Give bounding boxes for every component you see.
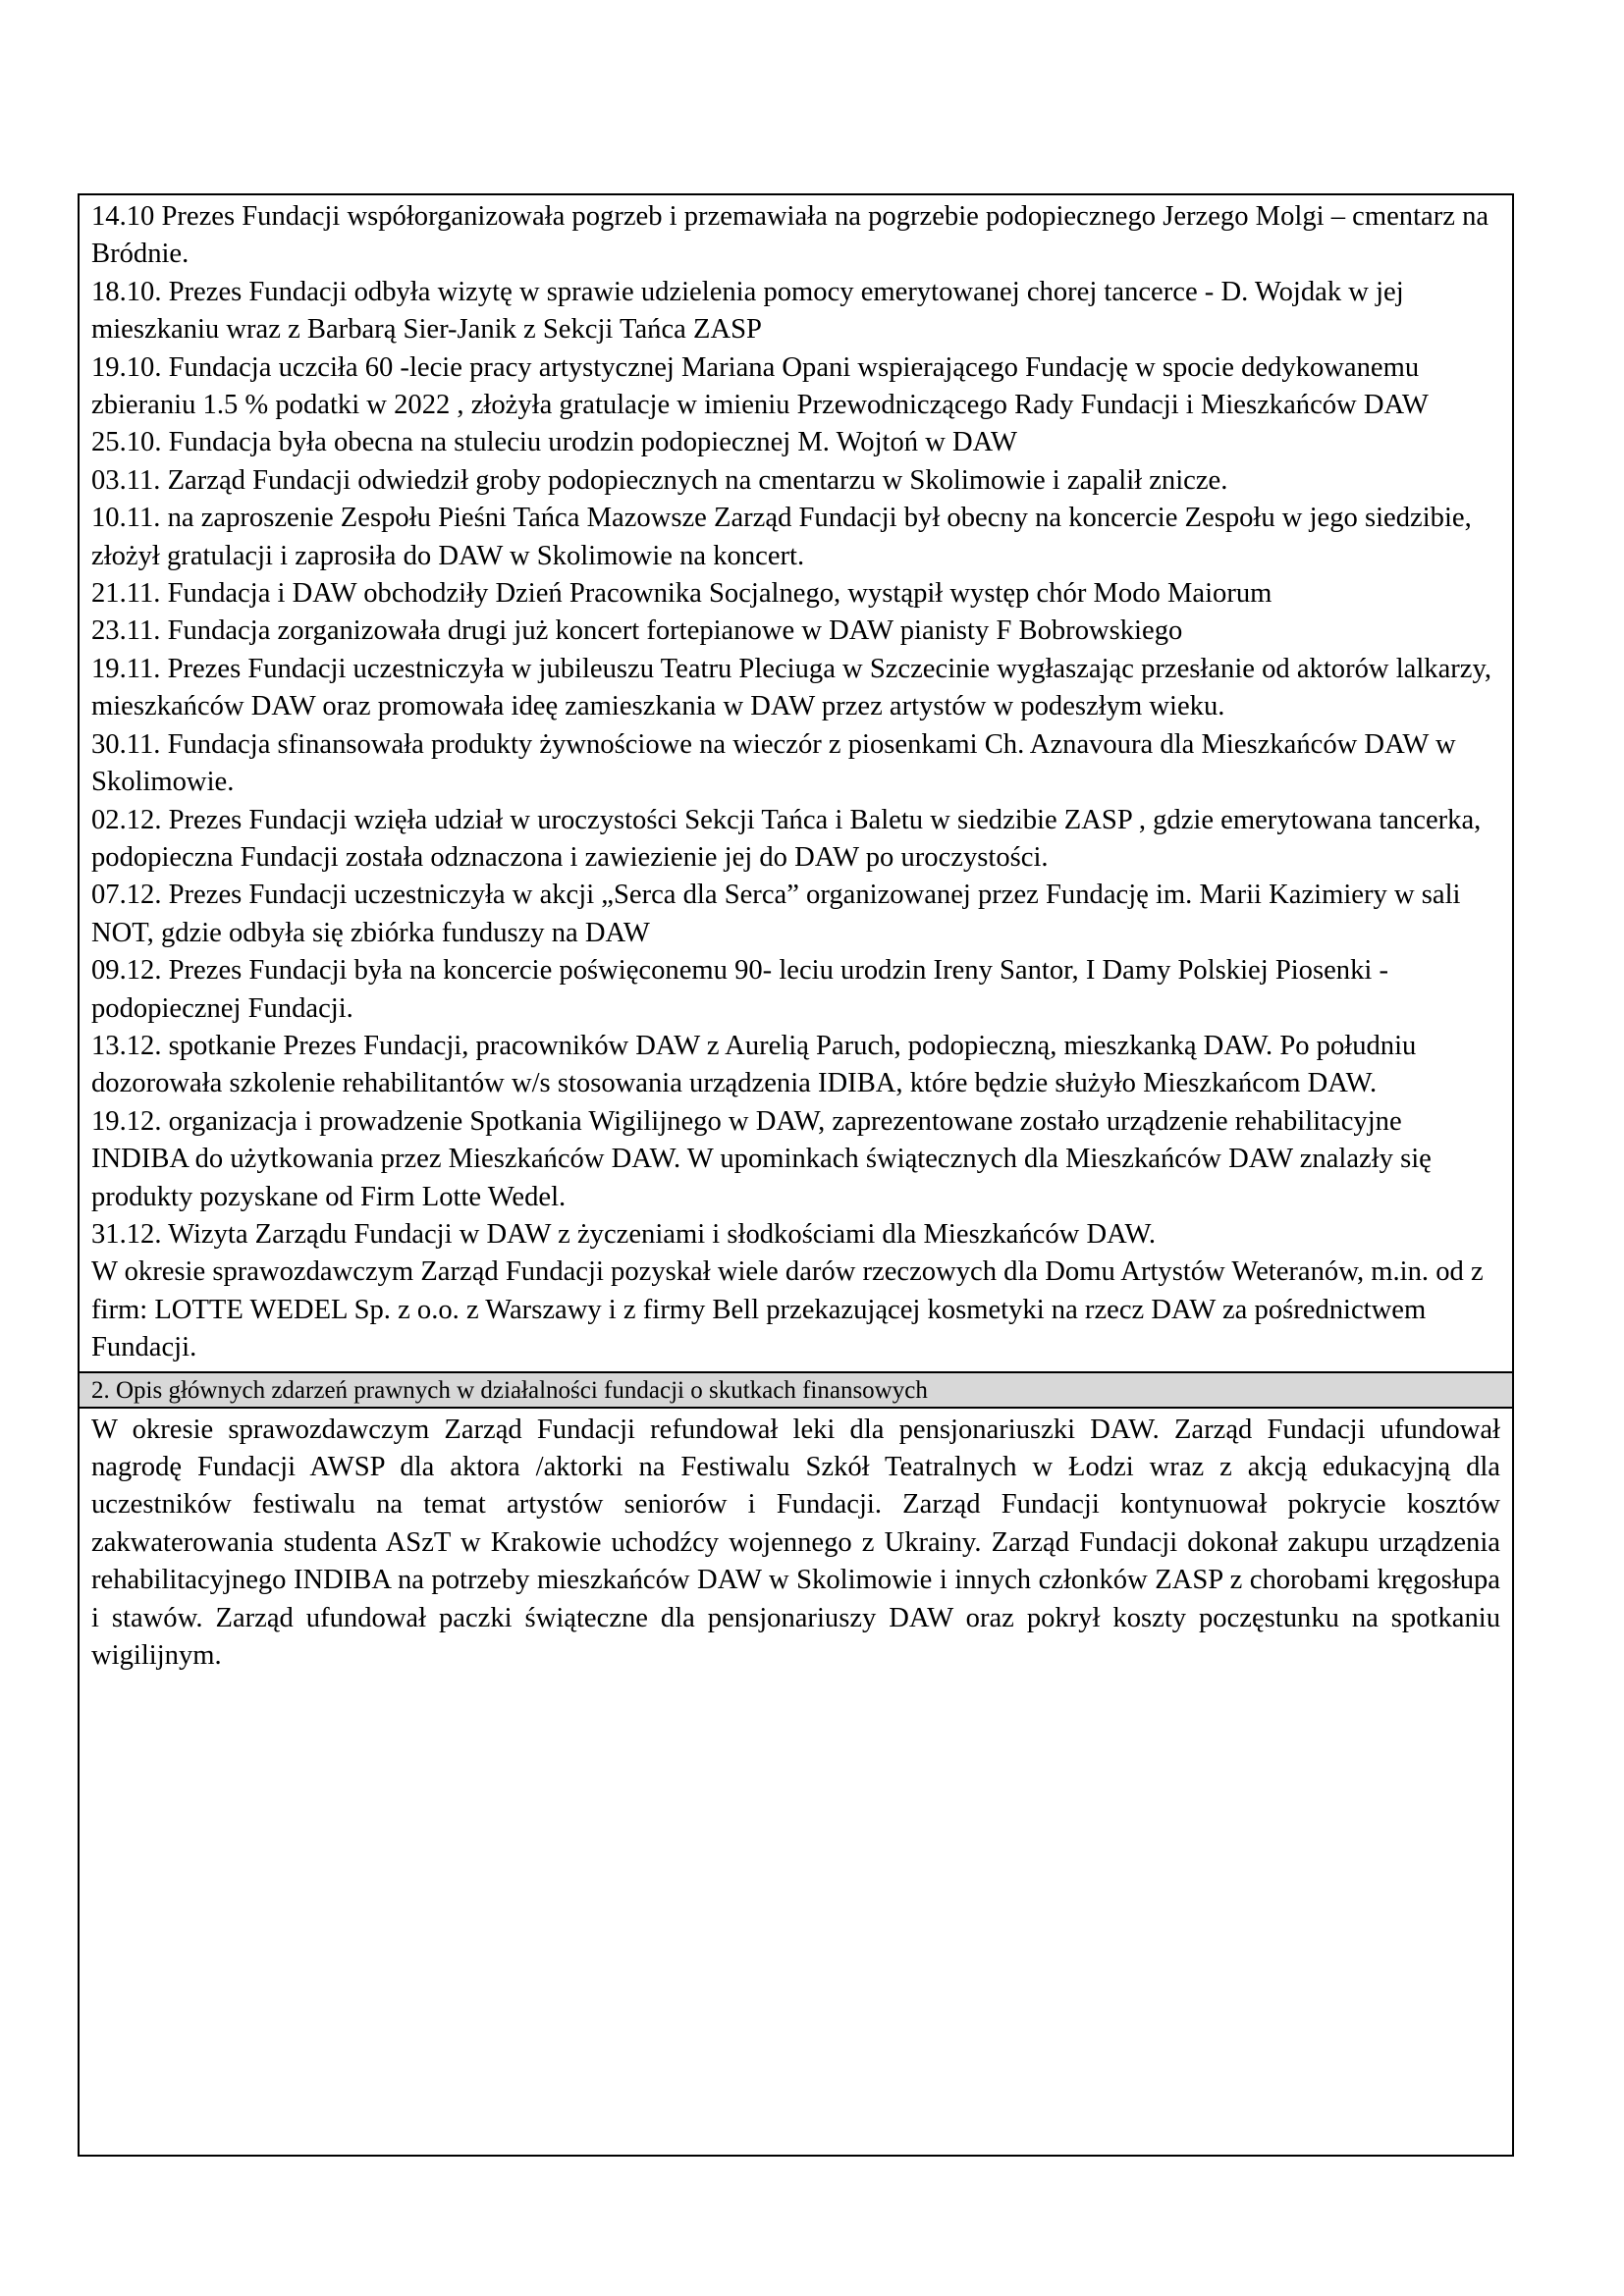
event-entry: 10.11. na zaproszenie Zespołu Pieśni Tańca Mazowsze Zarząd Fundacji był obecny na koncercie Zespołu w jego siedzibie, złożył gratulacji i zaprosiła do DAW w Skolimowie na koncert.	[91, 503, 1472, 571]
report-table	[78, 193, 1514, 2157]
legal-events-text: W okresie sprawozdawczym Zarząd Fundacji refundował leki dla pensjonariuszki DAW. Zarząd Fundacji ufundował nagrodę Fundacji AWSP dla aktora /aktorki na Festiwalu Szkół Teatralnych w Łodzi wraz z akcją edukacyjną dla uczestników festiwalu na temat artystów seniorów i Fundacji. Zarząd Fundacji kontynuował pokrycie kosztów zakwaterowania studenta ASzT w Krakowie uchodźcy wojennego z Ukrainy. Zarząd Fundacji dokonał zakupu urządzenia rehabilitacyjnego INDIBA na potrzeby mieszkańców DAW w Skolimowie i innych członków ZASP z chorobami kręgosłupa i stawów. Zarząd ufundował paczki świąteczne dla pensjonariuszy DAW oraz pokrył koszty poczęstunku na spotkaniu wigilijnym.	[91, 1414, 1500, 1672]
donations-summary: W okresie sprawozdawczym Zarząd Fundacji pozyskał wiele darów rzeczowych dla Domu Artystów Weteranów, m.in. od z firm: LOTTE WEDEL Sp. z o.o. z Warszawy i z firmy Bell przekazującej kosmetyki na rzecz DAW za pośrednictwem Fundacji.	[91, 1256, 1484, 1363]
event-entry: 09.12. Prezes Fundacji była na koncercie poświęconemu 90- leciu urodzin Ireny Santor, I Damy Polskiej Piosenki - podopiecznej Fundacji.	[91, 955, 1388, 1024]
event-entry: 03.11. Zarząd Fundacji odwiedził groby podopiecznych na cmentarzu w Skolimowie i zapalił znicze.	[91, 464, 1228, 496]
event-entry: 19.11. Prezes Fundacji uczestniczyła w jubileuszu Teatru Pleciuga w Szczecinie wygłaszając przesłanie od aktorów lalkarzy, mieszkańców DAW oraz promowała ideę zamieszkania w DAW przez artystów w podeszłym wieku.	[91, 653, 1492, 722]
event-entry: 07.12. Prezes Fundacji uczestniczyła w akcji „Serca dla Serca” organizowanej przez Fundację im. Marii Kazimiery w sali NOT, gdzie odbyła się zbiórka funduszy na DAW	[91, 880, 1461, 948]
event-entry: 31.12. Wizyta Zarządu Fundacji w DAW z życzeniami i słodkościami dla Mieszkańców DAW.	[91, 1218, 1156, 1250]
event-entry: 18.10. Prezes Fundacji odbyła wizytę w sprawie udzielenia pomocy emerytowanej chorej tancerce - D. Wojdak w jej mieszkaniu wraz z Barbarą Sier-Janik z Sekcji Tańca ZASP	[91, 276, 1404, 346]
event-entry: 21.11. Fundacja i DAW obchodziły Dzień Pracownika Socjalnego, wystąpił występ chór Modo Maiorum	[91, 578, 1272, 610]
section-heading: 2. Opis głównych zdarzeń prawnych w działalności fundacji o skutkach finansowych	[80, 1371, 1512, 1409]
event-entry: 14.10 Prezes Fundacji współorganizowała pogrzeb i przemawiała na pogrzebie podopiecznego Jerzego Molgi – cmentarz na Bródnie.	[91, 201, 1489, 270]
event-entry: 23.11. Fundacja zorganizowała drugi już koncert fortepianowe w DAW pianisty F Bobrowskiego	[91, 615, 1183, 647]
event-entry: 02.12. Prezes Fundacji wzięła udział w uroczystości Sekcji Tańca i Baletu w siedzibie ZASP , gdzie emerytowana tancerka, podopieczna Fundacji została odznaczona i zawiezienie jej do DAW po uroczystości.	[91, 804, 1482, 873]
event-entry: 19.12. organizacja i prowadzenie Spotkania Wigilijnego w DAW, zaprezentowane zostało urządzenie rehabilitacyjne INDIBA do użytkowania przez Mieszkańców DAW. W upominkach świątecznych dla Mieszkańców DAW znalazły się produkty pozyskane od Firm Lotte Wedel.	[91, 1105, 1432, 1212]
event-entry: 30.11. Fundacja sfinansowała produkty żywnościowe na wieczór z piosenkami Ch. Aznavoura dla Mieszkańców DAW w Skolimowie.	[91, 728, 1456, 798]
events-section	[80, 195, 1512, 1371]
legal-events-section	[80, 1409, 1512, 2155]
event-entry: 13.12. spotkanie Prezes Fundacji, pracowników DAW z Aurelią Paruch, podopieczną, mieszkanką DAW. Po południu dozorowała szkolenie rehabilitantów w/s stosowania urządzenia IDIBA, które będzie służyło Mieszkańcom DAW.	[91, 1030, 1417, 1099]
event-entry: 25.10. Fundacja była obecna na stuleciu urodzin podopiecznej M. Wojtoń w DAW	[91, 427, 1018, 458]
event-entry: 19.10. Fundacja uczciła 60 -lecie pracy artystycznej Mariana Opani wspierającego Fundację w spocie dedykowanemu zbieraniu 1.5 % podatki w 2022 , złożyła gratulacje w imieniu Przewodniczącego Rady Fundacji i Mieszkańców DAW	[91, 351, 1429, 421]
